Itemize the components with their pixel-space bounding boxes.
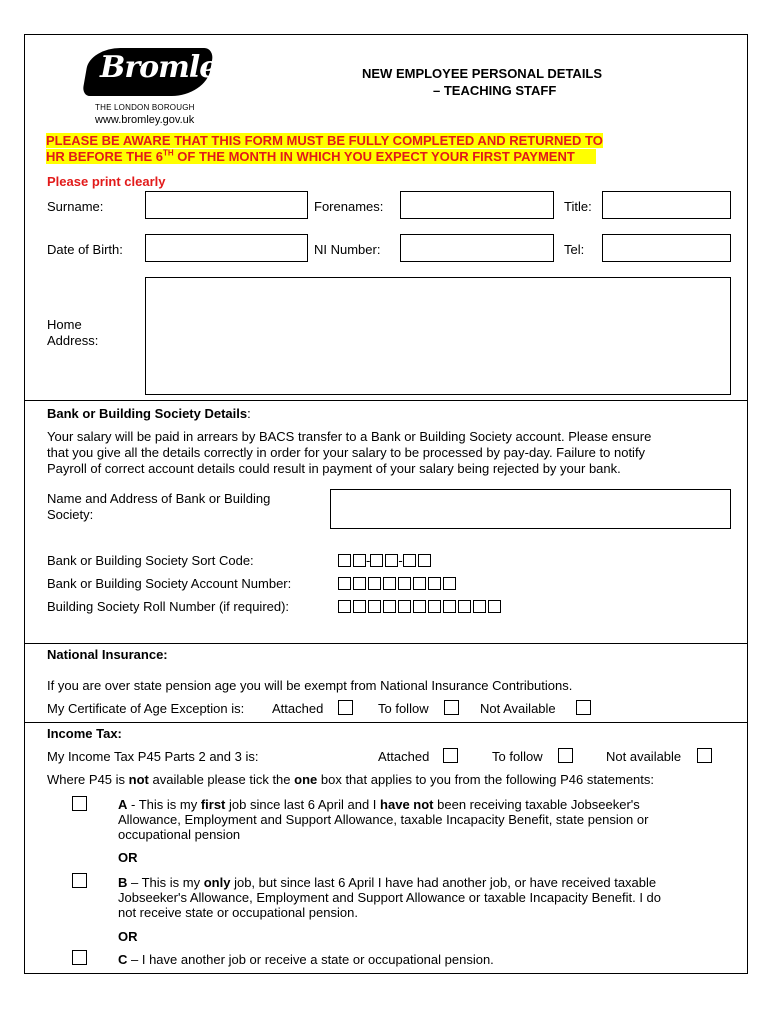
account-number-boxes[interactable]: [338, 577, 458, 591]
statement-a-line2: Allowance, Employment and Support Allowance, taxable Incapacity Benefit, state pension or: [118, 812, 649, 827]
address-label: Address:: [47, 333, 99, 348]
dob-label: Date of Birth:: [47, 242, 123, 257]
surname-field[interactable]: [145, 191, 308, 219]
ni-exempt-text: If you are over state pension age you will be exempt from National Insurance Contributions.: [47, 678, 573, 693]
ni-not-available-checkbox[interactable]: [576, 700, 591, 715]
title-field[interactable]: [602, 191, 731, 219]
title-label: Title:: [564, 199, 592, 214]
roll-number-boxes[interactable]: [338, 600, 503, 614]
forenames-field[interactable]: [400, 191, 554, 219]
roll-number-label: Building Society Roll Number (if required):: [47, 599, 290, 614]
bank-heading: Bank or Building Society Details:: [47, 406, 251, 421]
statement-b-line3: not receive state or occupational pension.: [118, 905, 358, 920]
ni-cert-label: My Certificate of Age Exception is:: [47, 701, 245, 716]
p45-to-follow-checkbox[interactable]: [558, 748, 573, 763]
logo-text: Bromley: [100, 50, 234, 85]
statement-a-checkbox[interactable]: [72, 796, 87, 811]
bank-para-line2: that you give all the details correctly in order for your salary to be processed by pay-day. Failure to notify: [47, 445, 646, 460]
bank-name-label-line2: Society:: [47, 507, 94, 522]
forenames-label: Forenames:: [314, 199, 384, 214]
p45-not-available-label: Not available: [606, 749, 682, 764]
sort-code-label: Bank or Building Society Sort Code:: [47, 553, 254, 568]
home-label: Home: [47, 317, 82, 332]
statement-a-line3: occupational pension: [118, 827, 241, 842]
notice-line1: PLEASE BE AWARE THAT THIS FORM MUST BE FULLY COMPLETED AND RETURNED TO: [46, 133, 603, 148]
website-text: www.bromley.gov.uk: [95, 114, 195, 126]
bank-name-address-field[interactable]: [330, 489, 731, 529]
section-divider: [24, 400, 748, 401]
ni-attached-checkbox[interactable]: [338, 700, 353, 715]
ni-number-label: NI Number:: [314, 242, 381, 257]
borough-text: THE LONDON BOROUGH: [95, 103, 195, 112]
p45-not-available-checkbox[interactable]: [697, 748, 712, 763]
home-address-field[interactable]: [145, 277, 731, 395]
ni-attached-label: Attached: [272, 701, 324, 716]
statement-b-checkbox[interactable]: [72, 873, 87, 888]
ni-to-follow-label: To follow: [378, 701, 429, 716]
ni-number-field[interactable]: [400, 234, 554, 262]
section-divider: [24, 643, 748, 644]
p46-instruction: Where P45 is not available please tick the one box that applies to you from the following P46 statements:: [47, 772, 655, 787]
dob-field[interactable]: [145, 234, 308, 262]
statement-a-line1: A - This is my first job since last 6 April and I have not been receiving taxable Jobseeker's: [118, 797, 640, 812]
or-separator-1: OR: [118, 850, 138, 865]
print-clearly-note: Please print clearly: [47, 174, 166, 189]
bank-name-label-line1: Name and Address of Bank or Building: [47, 491, 271, 506]
tel-label: Tel:: [564, 242, 585, 257]
ni-not-available-label: Not Available: [480, 701, 556, 716]
section-divider: [24, 722, 748, 723]
notice-line2: HR BEFORE THE 6TH OF THE MONTH IN WHICH YOU EXPECT YOUR FIRST PAYMENT: [46, 149, 596, 164]
p45-to-follow-label: To follow: [492, 749, 543, 764]
p45-attached-label: Attached: [378, 749, 430, 764]
ni-to-follow-checkbox[interactable]: [444, 700, 459, 715]
statement-c-checkbox[interactable]: [72, 950, 87, 965]
bank-para-line1: Your salary will be paid in arrears by BACS transfer to a Bank or Building Society account. Please ensure: [47, 429, 652, 444]
account-number-label: Bank or Building Society Account Number:: [47, 576, 292, 591]
statement-b-line1: B – This is my only job, but since last 6 April I have had another job, or have received taxable: [118, 875, 657, 890]
bank-para-line3: Payroll of correct account details could result in payment of your salary being rejected by your bank.: [47, 461, 621, 476]
statement-c-line: C – I have another job or receive a state or occupational pension.: [118, 952, 494, 967]
statement-b-line2: Jobseeker's Allowance, Employment and Support Allowance or taxable Incapacity Benefit. I do: [118, 890, 662, 905]
p45-attached-checkbox[interactable]: [443, 748, 458, 763]
or-separator-2: OR: [118, 929, 138, 944]
sort-code-boxes[interactable]: - -: [338, 554, 431, 568]
tax-heading: Income Tax:: [47, 726, 122, 741]
tel-field[interactable]: [602, 234, 731, 262]
p45-label: My Income Tax P45 Parts 2 and 3 is:: [47, 749, 259, 764]
form-title-line2: – TEACHING STAFF: [433, 83, 557, 98]
ni-heading: National Insurance:: [47, 647, 168, 662]
form-title-line1: NEW EMPLOYEE PERSONAL DETAILS: [362, 66, 603, 81]
surname-label: Surname:: [47, 199, 104, 214]
